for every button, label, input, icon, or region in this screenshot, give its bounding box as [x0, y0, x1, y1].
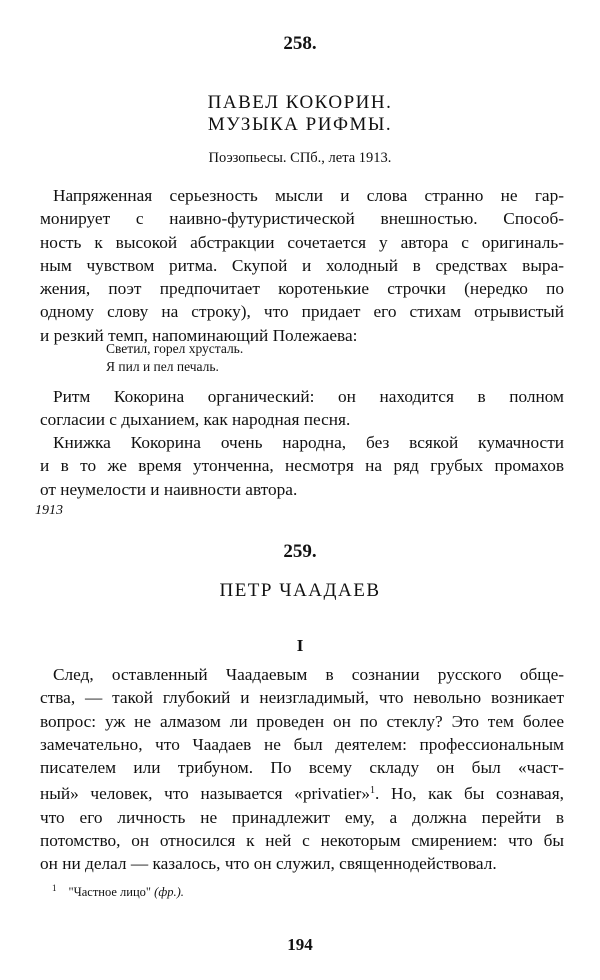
text-line	[40, 779, 564, 805]
text-segment: . Но, как бы сознавая,	[375, 784, 564, 804]
text-line: вопрос: уж не алмазом ли проведен он по стеклу? Это тем более	[40, 711, 564, 731]
text-line: монирует с наивно-футуристической внешностью. Способ-	[40, 209, 564, 229]
section-number: I	[296, 636, 304, 655]
entry-258-source: Поэзопьесы. СПб., лета 1913.	[208, 150, 392, 166]
footnote-text: "Частное лицо"	[68, 885, 152, 899]
text-line: Книжка Кокорина очень народна, без всякой кумачности	[53, 433, 564, 452]
text-line: и в то же время утонченна, несмотря на ряд грубых промахов	[40, 456, 564, 476]
verse-quote	[106, 340, 243, 376]
footnote	[52, 883, 184, 900]
text-line: и резкий темп, напоминающий Полежаева:	[40, 325, 358, 345]
text-line: одному слову на строку), что придает его стихам отрывистый	[40, 302, 564, 322]
footnote-ref: 1	[370, 785, 375, 797]
entry-number-258: 258.	[283, 33, 317, 54]
text-line: что его личность не принадлежит ему, а должна перейти в	[40, 807, 564, 827]
text-line: Напряженная серьезность мысли и слова странно не гар-	[53, 186, 564, 205]
verse-line: Я пил и пел печаль.	[106, 359, 219, 374]
entry-258-title: МУЗЫКА РИФМЫ.	[207, 114, 393, 135]
footnote-mark: 1	[52, 883, 57, 893]
entry-258-author: ПАВЕЛ КОКОРИН.	[207, 92, 393, 113]
entry-258-paragraph-3	[40, 431, 564, 501]
text-line: потомство, он относился к ней с некоторым смирением: что бы	[40, 831, 564, 851]
text-line: согласии с дыханием, как народная песня.	[40, 410, 351, 430]
entry-259-title: ПЕТР ЧААДАЕВ	[219, 580, 381, 601]
text-line: Ритм Кокорина органический: он находится в полном	[53, 387, 564, 406]
text-line: замечательно, что Чаадаев не был деятелем: профессиональным	[40, 734, 564, 754]
entry-258-paragraph-2	[40, 385, 564, 432]
text-segment: ный» человек, что называется «privatier»	[40, 784, 370, 804]
entry-258-paragraph-1	[40, 184, 564, 347]
verse-line: Светил, горел хрусталь.	[106, 341, 244, 356]
entry-259-paragraph-1	[40, 663, 564, 876]
text-line: писателем или трибуном. По всему складу он был «част-	[40, 758, 564, 778]
text-line: ным чувством ритма. Скупой и холодный в средствах выра-	[40, 255, 564, 275]
text-line: ства, — такой глубокий и неизгладимый, что невольно возникает	[40, 688, 564, 708]
page-number: 194	[287, 935, 313, 954]
text-line: жения, поэт предпочитает коротенькие строчки (нередко по	[40, 279, 564, 299]
text-line: След, оставленный Чаадаевым в сознании русского обще-	[53, 665, 564, 684]
text-line: ность к высокой абстракции сочетается у автора с оригиналь-	[40, 232, 564, 252]
text-line: он ни делал — казалось, что он служил, священнодействовал.	[40, 854, 497, 874]
footnote-lang: (фр.).	[154, 885, 184, 899]
entry-258-date: 1913	[35, 503, 63, 518]
entry-number-259: 259.	[283, 541, 317, 562]
text-line: от неумелости и наивности автора.	[40, 479, 298, 499]
